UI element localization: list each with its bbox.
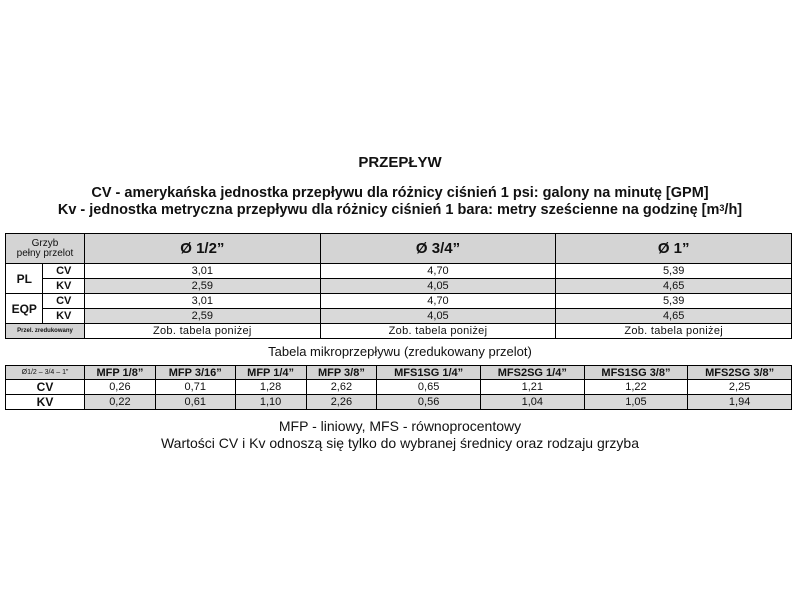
table-cell: 2,59 bbox=[85, 279, 321, 294]
table-cell: 4,65 bbox=[556, 279, 792, 294]
footer-legend: MFP - liniowy, MFS - równoprocentowy bbox=[278, 418, 522, 434]
table-cell: 3,01 bbox=[85, 264, 321, 279]
row-label: CV bbox=[43, 294, 85, 309]
table-cell: 4,70 bbox=[320, 264, 556, 279]
table-cell: 5,39 bbox=[556, 264, 792, 279]
column-header: Ø 1/2” bbox=[85, 234, 321, 264]
table-cell: 2,26 bbox=[306, 395, 377, 410]
table-cell: 1,21 bbox=[480, 380, 584, 395]
flow-table-corner bbox=[6, 234, 85, 264]
page-title: PRZEPŁYW bbox=[358, 154, 442, 171]
micro-table-corner: Ø1/2 – 3/4 – 1” bbox=[6, 366, 85, 380]
column-header: MFS1SG 3/8” bbox=[584, 366, 688, 380]
reduced-label: Przel. zredukowany bbox=[6, 324, 85, 339]
kv-definition-end: /h] bbox=[724, 202, 743, 218]
micro-table-title: Tabela mikroprzepływu (zredukowany przelot) bbox=[268, 344, 532, 359]
table-cell: 3,01 bbox=[85, 294, 321, 309]
column-header: MFS2SG 1/4” bbox=[480, 366, 584, 380]
row-label: CV bbox=[43, 264, 85, 279]
table-cell: 4,05 bbox=[320, 309, 556, 324]
table-cell: 0,71 bbox=[155, 380, 235, 395]
table-cell: 4,65 bbox=[556, 309, 792, 324]
column-header: MFS2SG 3/8” bbox=[688, 366, 792, 380]
row-label: KV bbox=[43, 309, 85, 324]
column-header: MFP 1/8” bbox=[85, 366, 156, 380]
column-header: Ø 3/4” bbox=[320, 234, 556, 264]
table-cell: 2,62 bbox=[306, 380, 377, 395]
table-cell: 1,04 bbox=[480, 395, 584, 410]
table-row bbox=[6, 380, 792, 395]
flow-table bbox=[5, 233, 792, 339]
table-cell: 1,10 bbox=[235, 395, 306, 410]
table-cell: 2,25 bbox=[688, 380, 792, 395]
table-cell: 0,65 bbox=[377, 380, 481, 395]
corner-line-1: Grzyb bbox=[31, 237, 59, 249]
column-header: Ø 1” bbox=[556, 234, 792, 264]
kv-definition-superscript: 3 bbox=[719, 203, 725, 213]
table-cell: 1,28 bbox=[235, 380, 306, 395]
table-cell: Zob. tabela poniżej bbox=[85, 324, 321, 339]
table-row bbox=[6, 324, 792, 339]
table-cell: 1,94 bbox=[688, 395, 792, 410]
column-header: MFP 3/8” bbox=[306, 366, 377, 380]
table-row bbox=[6, 294, 792, 309]
table-row bbox=[6, 309, 792, 324]
table-cell: 0,22 bbox=[85, 395, 156, 410]
row-label: KV bbox=[6, 395, 85, 410]
cv-definition: CV - amerykańska jednostka przepływu dla różnicy ciśnień 1 psi: galony na minutę [GPM] bbox=[91, 185, 709, 201]
micro-flow-table bbox=[5, 365, 792, 410]
row-label: CV bbox=[6, 380, 85, 395]
group-label: PL bbox=[6, 264, 43, 294]
column-header: MFP 1/4” bbox=[235, 366, 306, 380]
table-cell: 1,05 bbox=[584, 395, 688, 410]
table-cell: 0,26 bbox=[85, 380, 156, 395]
column-header: MFS1SG 1/4” bbox=[377, 366, 481, 380]
group-label: EQP bbox=[6, 294, 43, 324]
table-cell: 4,05 bbox=[320, 279, 556, 294]
table-cell: Zob. tabela poniżej bbox=[320, 324, 556, 339]
table-row bbox=[6, 279, 792, 294]
table-cell: 1,22 bbox=[584, 380, 688, 395]
table-cell: 4,70 bbox=[320, 294, 556, 309]
kv-definition bbox=[0, 202, 800, 219]
table-cell: 5,39 bbox=[556, 294, 792, 309]
table-cell: Zob. tabela poniżej bbox=[556, 324, 792, 339]
corner-line-2: pełny przelot bbox=[16, 247, 74, 259]
table-row bbox=[6, 264, 792, 279]
row-label: KV bbox=[43, 279, 85, 294]
table-row bbox=[6, 395, 792, 410]
table-cell: 0,61 bbox=[155, 395, 235, 410]
column-header: MFP 3/16” bbox=[155, 366, 235, 380]
table-cell: 2,59 bbox=[85, 309, 321, 324]
table-cell: 0,56 bbox=[377, 395, 481, 410]
kv-definition-text: Kv - jednostka metryczna przepływu dla różnicy ciśnień 1 bara: metry sześcienne na godzinę [m bbox=[57, 202, 720, 218]
footer-note: Wartości CV i Kv odnoszą się tylko do wybranej średnicy oraz rodzaju grzyba bbox=[160, 435, 640, 451]
